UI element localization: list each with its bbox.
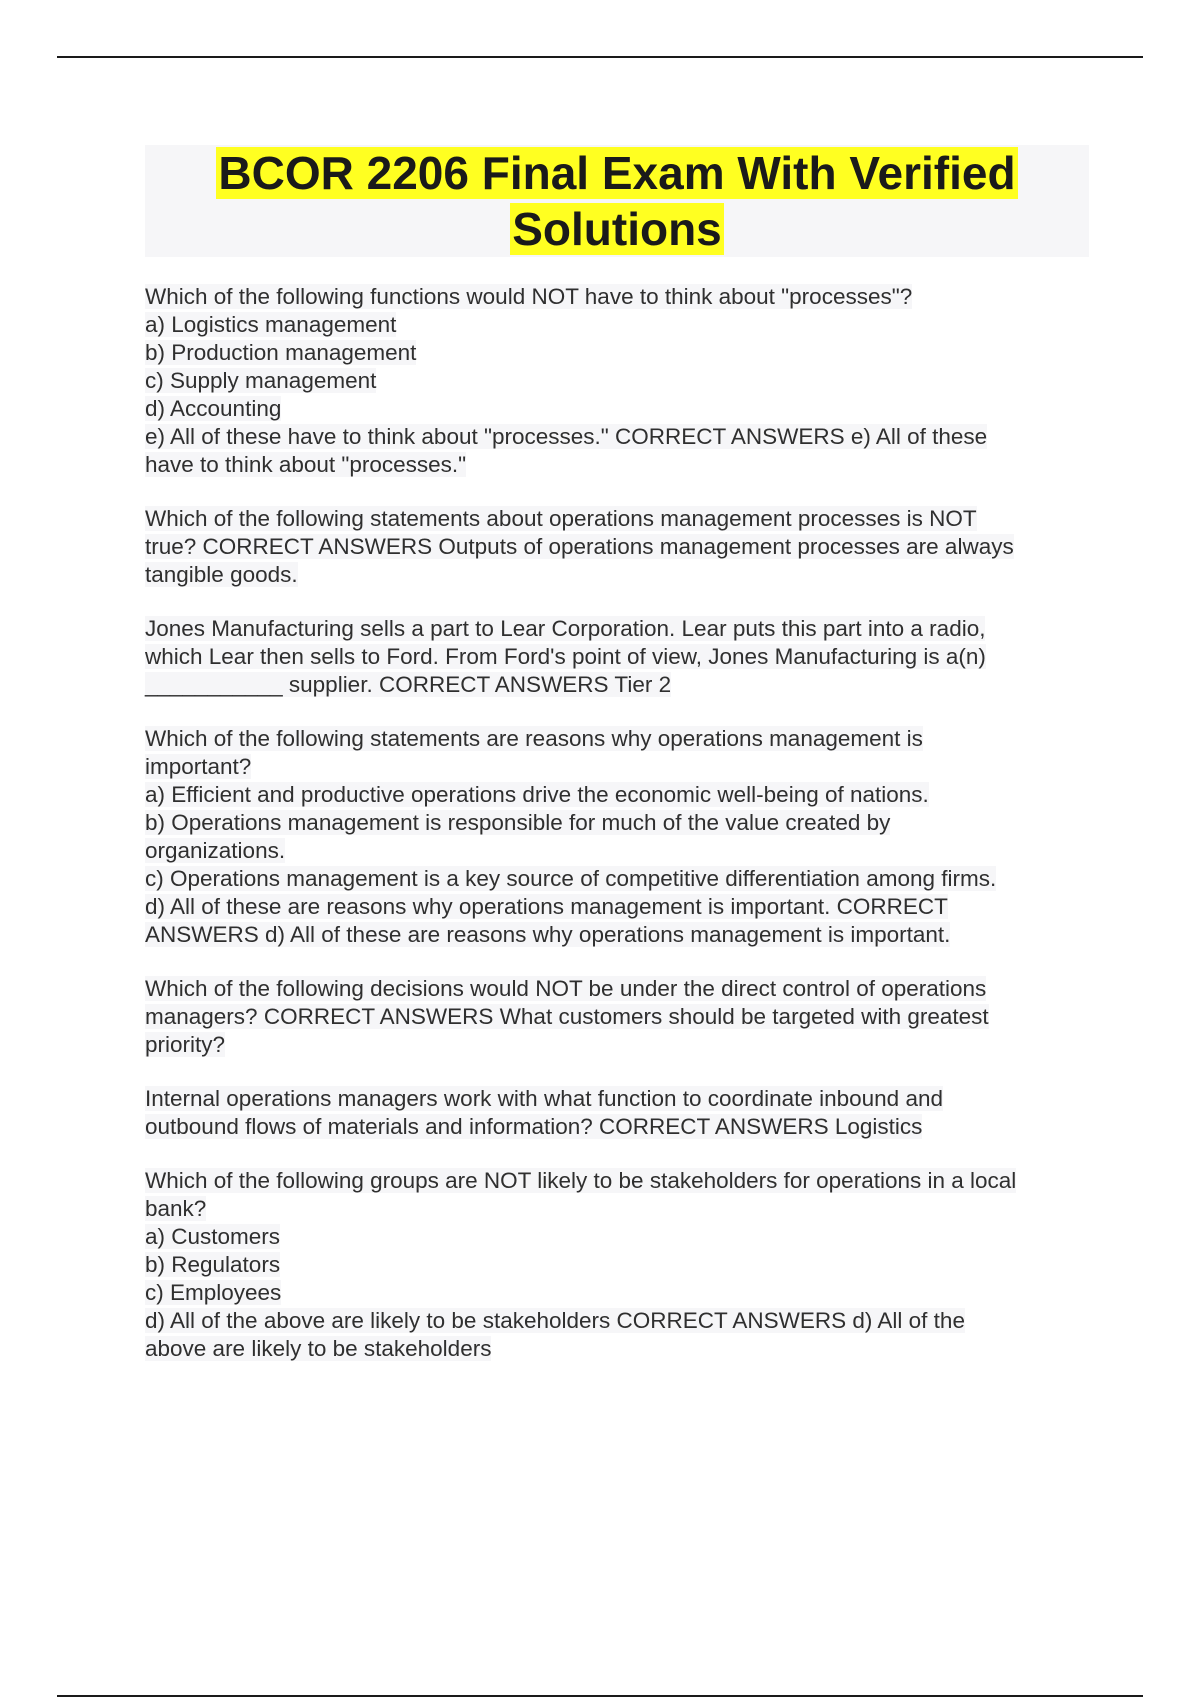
qa-line: c) Supply management	[145, 368, 377, 393]
qa-line: Which of the following groups are NOT likely to be stakeholders for operations in a local	[145, 1168, 1017, 1193]
qa-line: Internal operations managers work with what function to coordinate inbound and	[145, 1086, 943, 1111]
qa-line: which Lear then sells to Ford. From Ford's point of view, Jones Manufacturing is a(n)	[145, 644, 986, 669]
title-line-2-text: Solutions	[512, 203, 722, 255]
qa-line: a) Customers	[145, 1224, 281, 1249]
qa-line: d) All of the above are likely to be stakeholders CORRECT ANSWERS d) All of the	[145, 1308, 965, 1333]
qa-line: ___________ supplier. CORRECT ANSWERS Tier 2	[145, 672, 672, 697]
qa-line: b) Regulators	[145, 1252, 281, 1277]
header-rule	[57, 56, 1143, 58]
footer-rule	[57, 1695, 1143, 1697]
qa-line: d) All of these are reasons why operations management is important. CORRECT	[145, 894, 948, 919]
qa-line: have to think about "processes."	[145, 452, 467, 477]
qa-item-6	[145, 1085, 1085, 1141]
qa-item-4	[145, 725, 1085, 949]
qa-line: Jones Manufacturing sells a part to Lear Corporation. Lear puts this part into a radio,	[145, 616, 986, 641]
qa-line: b) Production management	[145, 340, 417, 365]
qa-line: tangible goods.	[145, 562, 298, 587]
qa-line: c) Employees	[145, 1280, 282, 1305]
title-line-2	[145, 201, 1089, 257]
qa-line: c) Operations management is a key source of competitive differentiation among firms.	[145, 866, 997, 891]
qa-line: managers? CORRECT ANSWERS What customers should be targeted with greatest	[145, 1004, 989, 1029]
qa-line: Which of the following statements about operations management processes is NOT	[145, 506, 977, 531]
qa-line: priority?	[145, 1032, 226, 1057]
qa-line: Which of the following functions would NOT have to think about "processes"?	[145, 284, 913, 309]
qa-item-7	[145, 1167, 1085, 1363]
qa-line: outbound flows of materials and information? CORRECT ANSWERS Logistics	[145, 1114, 923, 1139]
qa-line: true? CORRECT ANSWERS Outputs of operations management processes are always	[145, 534, 1014, 559]
qa-item-3	[145, 615, 1085, 699]
qa-line: ANSWERS d) All of these are reasons why operations management is important.	[145, 922, 951, 947]
qa-content	[145, 283, 1085, 1389]
qa-line: a) Logistics management	[145, 312, 397, 337]
qa-item-1	[145, 283, 1085, 479]
qa-item-5	[145, 975, 1085, 1059]
qa-line: important?	[145, 754, 252, 779]
qa-line: e) All of these have to think about "processes." CORRECT ANSWERS e) All of these	[145, 424, 988, 449]
qa-line: a) Efficient and productive operations drive the economic well-being of nations.	[145, 782, 929, 807]
title-line-1	[145, 145, 1089, 201]
qa-line: d) Accounting	[145, 396, 282, 421]
qa-line: Which of the following decisions would NOT be under the direct control of operations	[145, 976, 987, 1001]
document-title	[145, 145, 1089, 257]
qa-line: above are likely to be stakeholders	[145, 1336, 492, 1361]
qa-line: Which of the following statements are reasons why operations management is	[145, 726, 923, 751]
qa-item-2	[145, 505, 1085, 589]
qa-line: bank?	[145, 1196, 207, 1221]
title-line-1-text: BCOR 2206 Final Exam With Verified	[218, 147, 1016, 199]
qa-line: organizations.	[145, 838, 286, 863]
qa-line: b) Operations management is responsible for much of the value created by	[145, 810, 891, 835]
